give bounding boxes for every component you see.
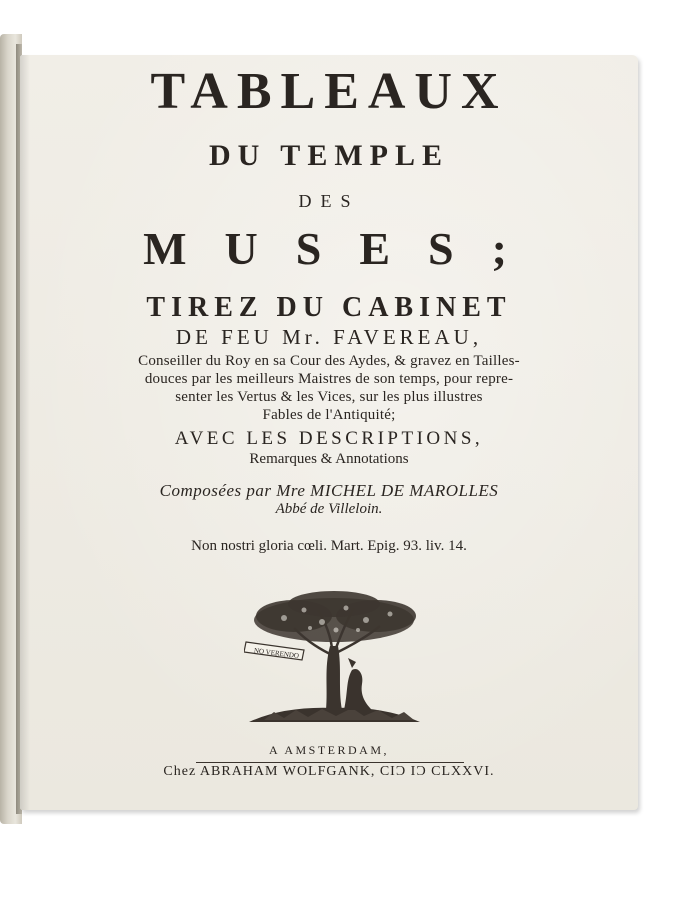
imprint-publisher: Chez ABRAHAM WOLFGANK, CIƆ IƆ CLXXVI.	[163, 764, 495, 779]
vignette-trunk	[326, 646, 342, 710]
subtitle-cabinet: TIREZ DU CABINET	[146, 292, 512, 323]
description-line-4: Fables de l'Antiquité;	[262, 407, 396, 423]
description-line-1: Conseiller du Roy en sa Cour des Aydes, & gravez en Tailles-	[138, 353, 520, 369]
epigraph: Non nostri gloria cœli. Mart. Epig. 93. liv. 14.	[191, 538, 467, 554]
title-du-temple: DU TEMPLE	[209, 139, 449, 172]
title-des: DES	[298, 191, 360, 211]
remarques-annotations: Remarques & Annotations	[249, 451, 409, 467]
vignette-motto: NO VERENDO	[253, 646, 300, 661]
author-line: Composées par Mre MICHEL DE MAROLLES	[159, 481, 499, 500]
description-line-3: senter les Vertus & les Vices, sur les plus illustres	[175, 389, 483, 405]
vignette-figure	[344, 669, 372, 710]
vignette-foliage	[254, 591, 416, 642]
imprint-place: A AMSTERDAM,	[268, 743, 390, 757]
avec-descriptions: AVEC LES DESCRIPTIONS,	[174, 428, 484, 449]
title-muses: MUSES;	[143, 223, 545, 274]
tree-vignette-emblem	[244, 588, 424, 728]
title-tableaux: TABLEAUX	[150, 63, 508, 120]
description-line-2: douces par les meilleurs Maistres de son temps, pour repre-	[144, 371, 514, 387]
author-abbey: Abbé de Villeloin.	[275, 501, 383, 517]
subtitle-favereau: DE FEU Mr. FAVEREAU,	[175, 325, 483, 349]
